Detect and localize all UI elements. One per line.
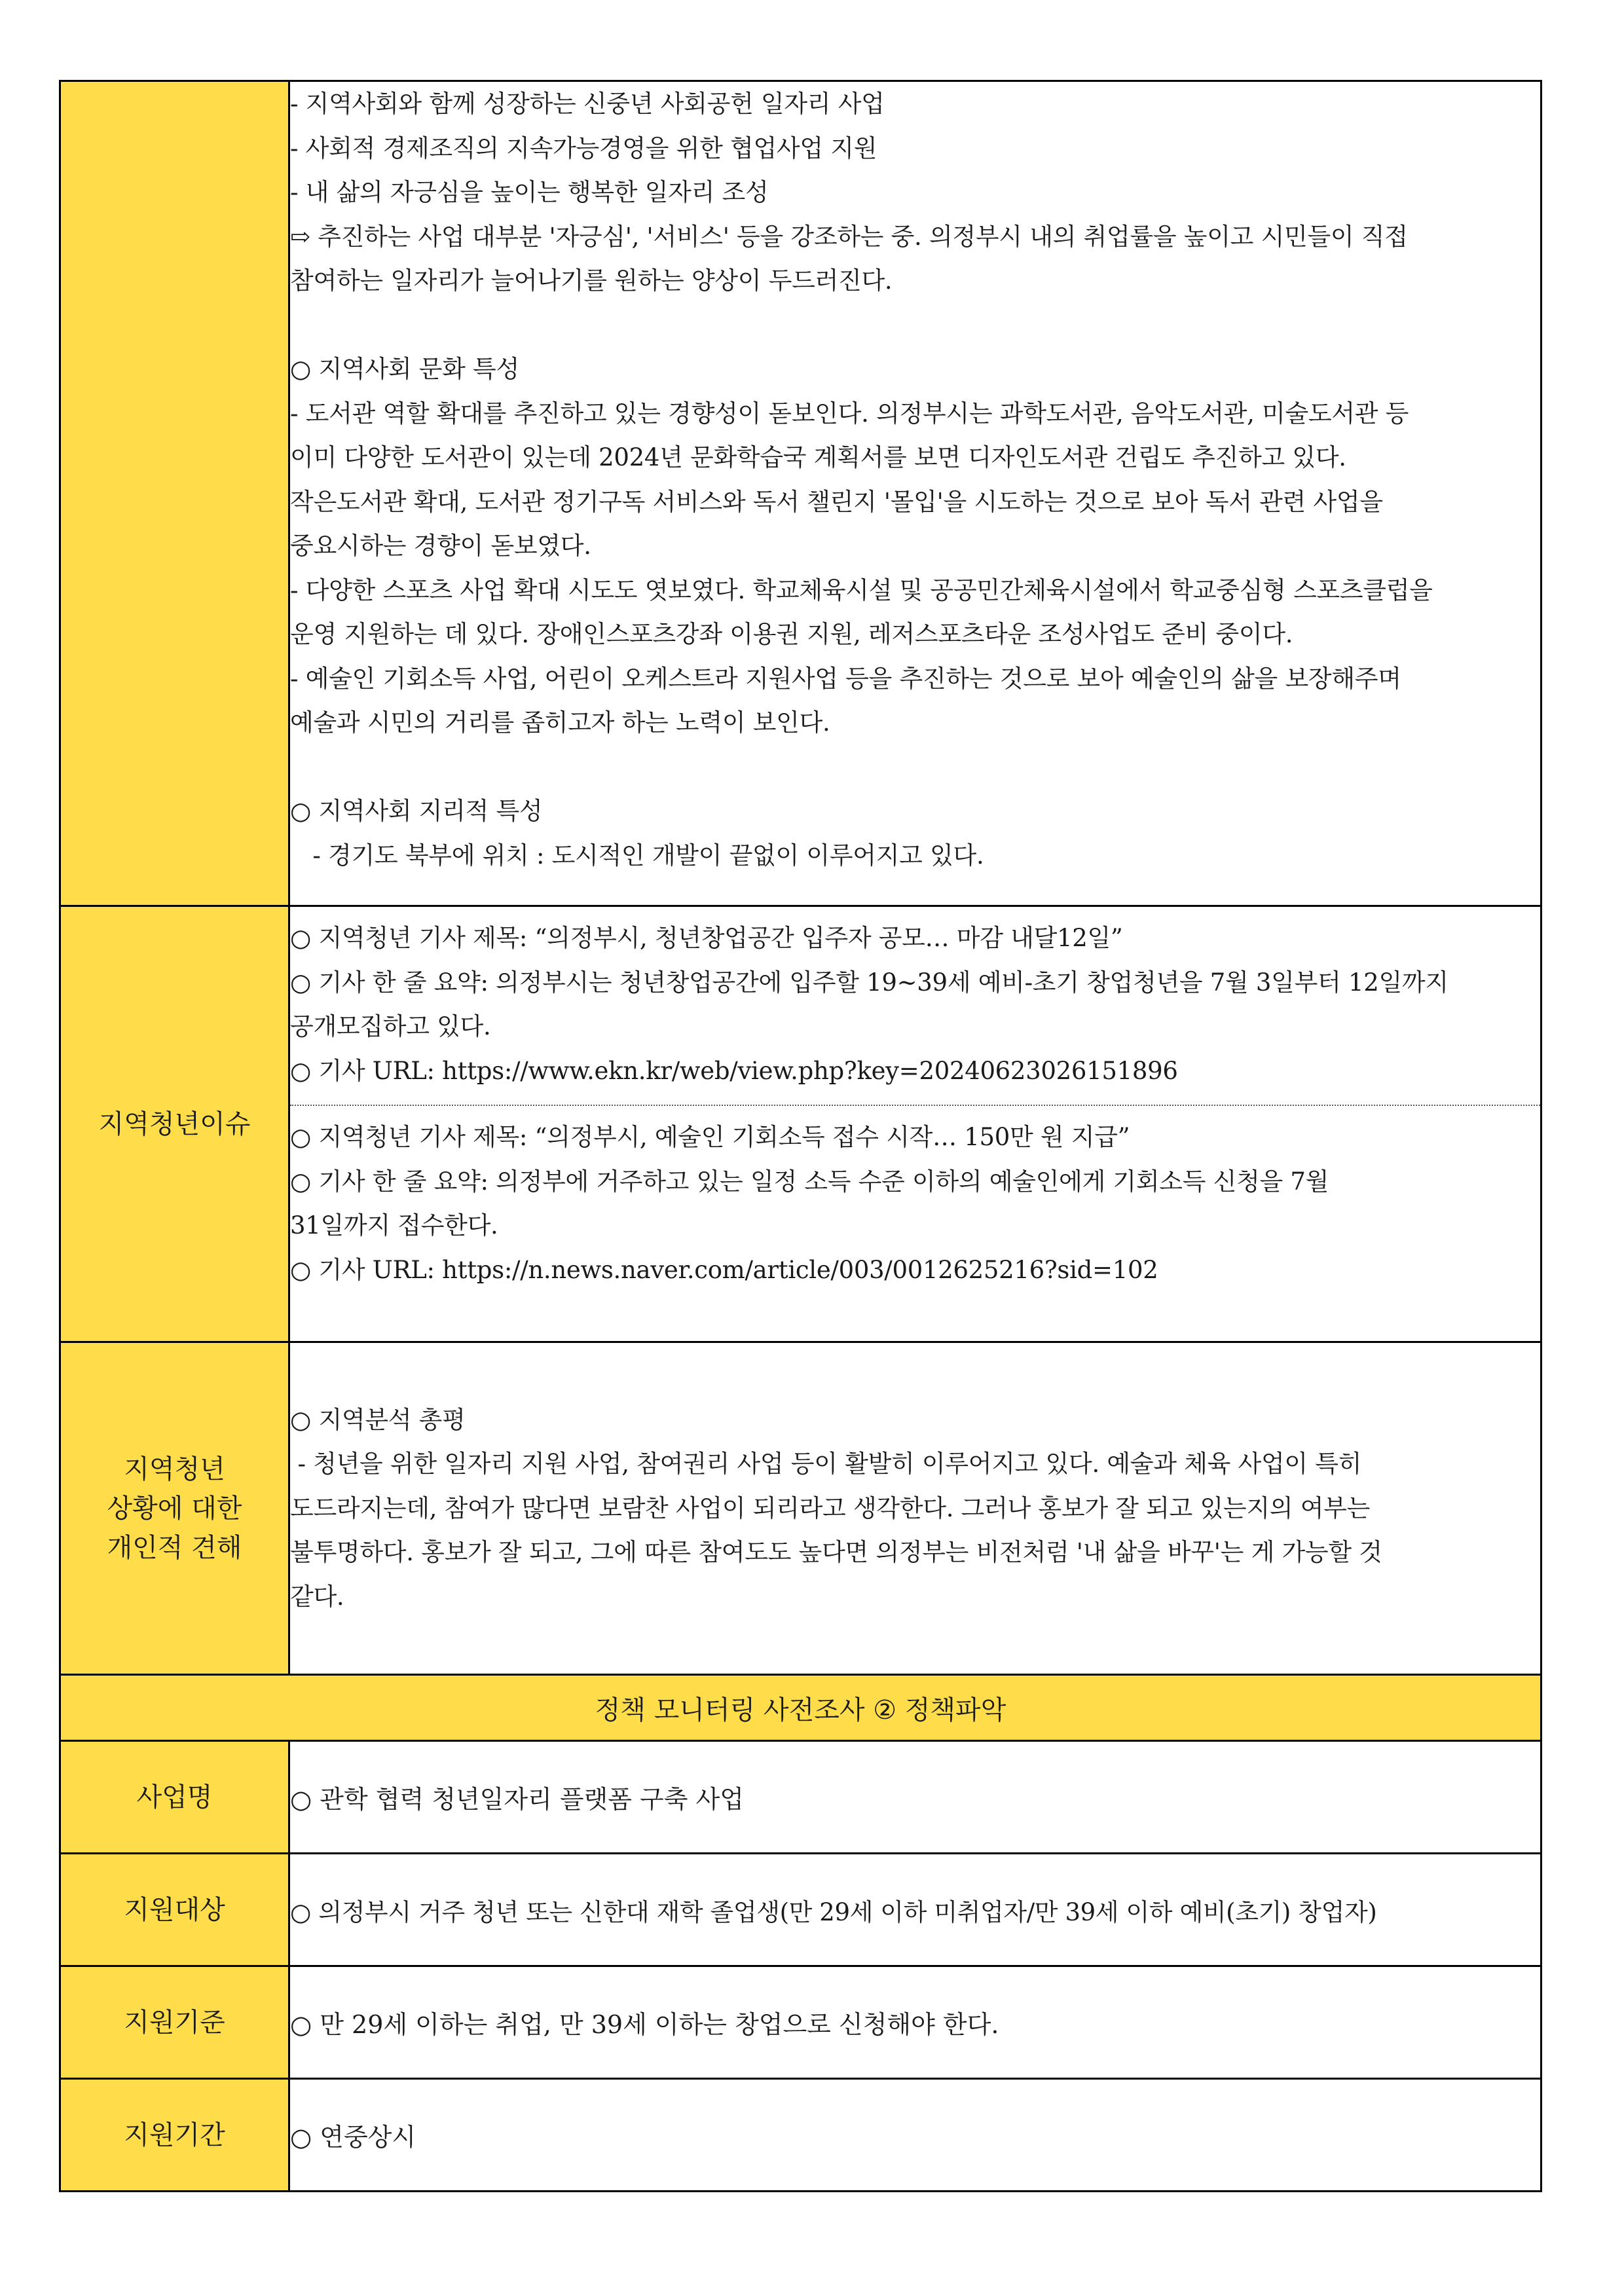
policy-row-label: 지원기간 — [60, 2079, 289, 2192]
article-summary: ○ 기사 한 줄 요약: 의정부시는 청년창업공간에 입주할 19~39세 예비-초기 창업청년을 7월 3일부터 12일까지 — [290, 968, 1449, 997]
article-summary: ○ 기사 한 줄 요약: 의정부에 거주하고 있는 일정 소득 수준 이하의 예술인에게 기회소득 신청을 7월 — [290, 1167, 1329, 1196]
policy-row-target — [60, 1854, 1541, 1966]
text-line: - 사회적 경제조직의 지속가능경영을 위한 협업사업 지원 — [290, 134, 877, 162]
opinion-heading: ○ 지역분석 총평 — [290, 1405, 466, 1434]
label-line: 개인적 견해 — [107, 1532, 242, 1563]
text-line: 작은도서관 확대, 도서관 정기구독 서비스와 독서 챌린지 '몰입'을 시도하는 것으로 보아 독서 관련 사업을 — [290, 487, 1383, 516]
label-line: 상황에 대한 — [107, 1493, 242, 1524]
text-line: 참여하는 일자리가 늘어나기를 원하는 양상이 두드러진다. — [290, 266, 893, 295]
policy-row-value: ○ 만 29세 이하는 취업, 만 39세 이하는 창업으로 신청해야 한다. — [289, 1966, 1541, 2079]
youth-issue-cell — [289, 906, 1541, 1342]
report-table — [59, 80, 1542, 2192]
geography-heading: ○ 지역사회 지리적 특성 — [290, 797, 543, 825]
local-characteristics-cell — [289, 81, 1541, 906]
text-line: - 도서관 역할 확대를 추진하고 있는 경향성이 돋보인다. 의정부시는 과학도서관, 음악도서관, 미술도서관 등 — [290, 399, 1409, 428]
policy-row-value: ○ 의정부시 거주 청년 또는 신한대 재학 졸업생(만 29세 이하 미취업자/만 39세 이하 예비(초기) 창업자) — [289, 1854, 1541, 1966]
article-block-1 — [290, 907, 1540, 1106]
policy-row-label: 지원대상 — [60, 1854, 289, 1966]
article-block-2 — [290, 1106, 1540, 1296]
article-url[interactable]: ○ 기사 URL: https://n.news.naver.com/article/003/0012625216?sid=102 — [290, 1255, 1158, 1284]
youth-issue-label: 지역청년이슈 — [60, 906, 289, 1342]
policy-banner: 정책 모니터링 사전조사 ② 정책파악 — [60, 1675, 1541, 1741]
label-line: 지역청년 — [124, 1454, 225, 1484]
article-title: ○ 지역청년 기사 제목: “의정부시, 예술인 기회소득 접수 시작… 150만 원 지급” — [290, 1123, 1130, 1151]
policy-row-period — [60, 2079, 1541, 2192]
policy-banner-row — [60, 1675, 1541, 1741]
policy-row-label: 지원기준 — [60, 1966, 289, 2079]
article-summary-cont: 31일까지 접수한다. — [290, 1211, 498, 1239]
text-line: - 내 삶의 자긍심을 높이는 행복한 일자리 조성 — [290, 178, 769, 206]
policy-row-criteria — [60, 1966, 1541, 2079]
row-label-empty — [60, 81, 289, 906]
text-line: 불투명하다. 홍보가 잘 되고, 그에 따른 참여도도 높다면 의정부는 비전처럼 '내 삶을 바꾸'는 게 가능할 것 — [290, 1538, 1382, 1567]
culture-heading: ○ 지역사회 문화 특성 — [290, 355, 519, 383]
policy-row-name — [60, 1741, 1541, 1854]
article-url[interactable]: ○ 기사 URL: https://www.ekn.kr/web/view.php?key=20240623026151896 — [290, 1056, 1178, 1085]
policy-row-value: ○ 관학 협력 청년일자리 플랫폼 구축 사업 — [289, 1741, 1541, 1854]
local-characteristics-row — [60, 81, 1541, 906]
text-line: 이미 다양한 도서관이 있는데 2024년 문화학습국 계획서를 보면 디자인도서관 건립도 추진하고 있다. — [290, 443, 1346, 471]
text-line: - 청년을 위한 일자리 지원 사업, 참여권리 사업 등이 활발히 이루어지고 있다. 예술과 체육 사업이 특히 — [290, 1450, 1362, 1478]
text-line: - 다양한 스포츠 사업 확대 시도도 엿보였다. 학교체육시설 및 공공민간체육시설에서 학교중심형 스포츠클럽을 — [290, 576, 1433, 604]
article-summary-cont: 공개모집하고 있다. — [290, 1012, 491, 1040]
opinion-label — [60, 1342, 289, 1675]
text-line: 같다. — [290, 1582, 344, 1611]
text-line: 도드라지는데, 참여가 많다면 보람찬 사업이 되리라고 생각한다. 그러나 홍보가 잘 되고 있는지의 여부는 — [290, 1494, 1371, 1522]
text-line: - 경기도 북부에 위치 : 도시적인 개발이 끝없이 이루어지고 있다. — [290, 841, 984, 870]
article-title: ○ 지역청년 기사 제목: “의정부시, 청년창업공간 입주자 공모… 마감 내달12일” — [290, 924, 1123, 952]
youth-issue-row — [60, 906, 1541, 1342]
document-page — [59, 80, 1540, 2192]
text-line: ⇨ 추진하는 사업 대부분 '자긍심', '서비스' 등을 강조하는 중. 의정부시 내의 취업률을 높이고 시민들이 직접 — [290, 222, 1408, 251]
text-line: 운영 지원하는 데 있다. 장애인스포츠강좌 이용권 지원, 레저스포츠타운 조성사업도 준비 중이다. — [290, 620, 1293, 648]
text-line: - 예술인 기회소득 사업, 어린이 오케스트라 지원사업 등을 추진하는 것으로 보아 예술인의 삶을 보장해주며 — [290, 664, 1401, 693]
text-line: 예술과 시민의 거리를 좁히고자 하는 노력이 보인다. — [290, 708, 830, 737]
text-line: - 지역사회와 함께 성장하는 신중년 사회공헌 일자리 사업 — [290, 90, 885, 118]
text-line: 중요시하는 경향이 돋보였다. — [290, 532, 591, 560]
policy-row-value: ○ 연중상시 — [289, 2079, 1541, 2192]
opinion-row — [60, 1342, 1541, 1675]
opinion-cell — [289, 1342, 1541, 1675]
policy-row-label: 사업명 — [60, 1741, 289, 1854]
